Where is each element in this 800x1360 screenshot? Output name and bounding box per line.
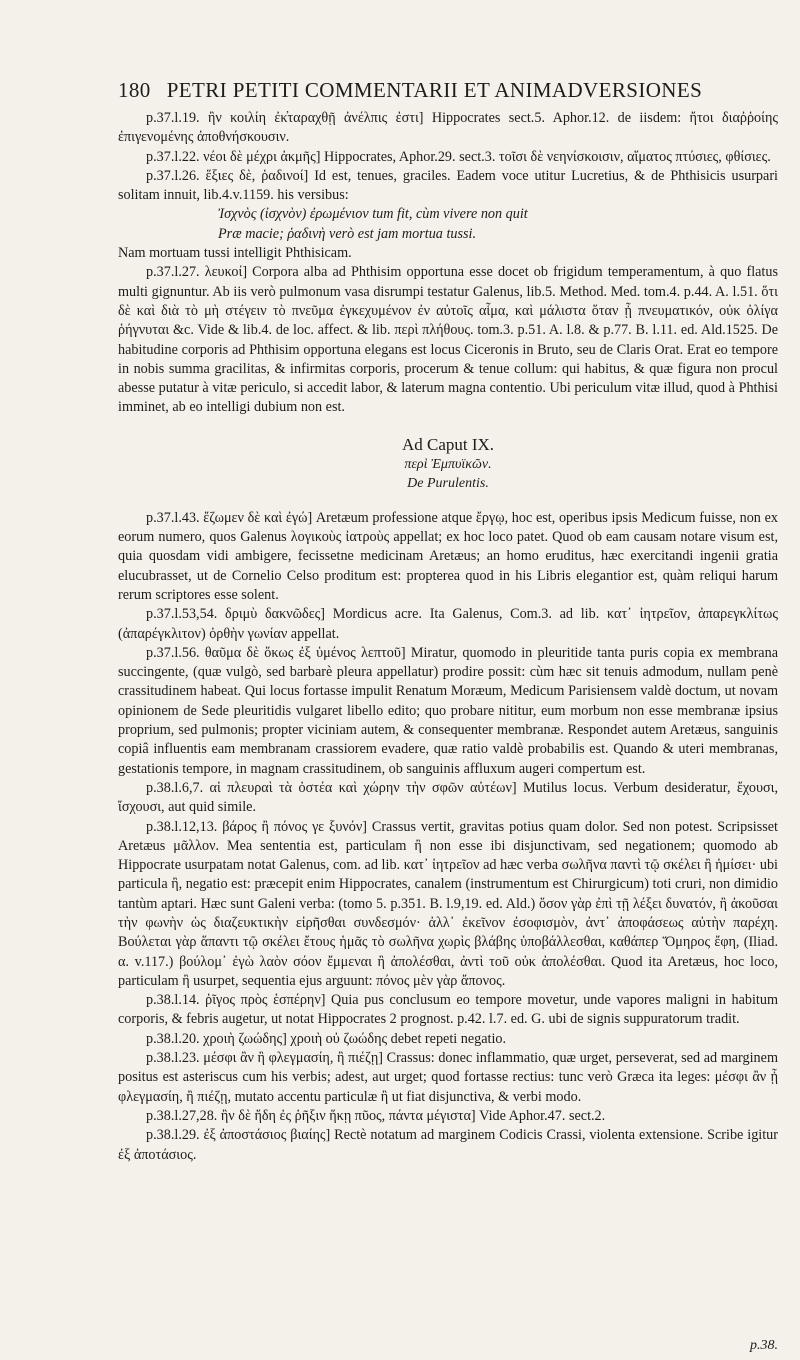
note-paragraph: p.37.l.22. νέοι δὲ μέχρι ἀκμῆς] Hippocrates, Aphor.29. sect.3. τοῖσι δὲ νεηνίσκοισιν, αἵματος πτύσιες, φθίσιες. <box>146 148 771 165</box>
body-text <box>118 109 778 1165</box>
note-paragraph: Nam mortuam tussi intelligit Phthisicam. <box>118 245 352 262</box>
catchword: p.38. <box>750 1338 778 1353</box>
note-paragraph: p.38.l.20. χροιὴ ζωώδης] χροιὴ οὐ ζωώδης debet repeti negatio. <box>146 1030 507 1047</box>
note-paragraph: p.38.l.6,7. αἱ πλευραὶ τὰ ὀστέα καὶ χώρην τὴν σφῶν αὐτέων] Mutilus locus. Verbum desideratur, ἔχουσι, ἴσχουσι, aut quid simile. <box>118 779 778 816</box>
note-paragraph: p.37.l.56. θαῦμα δὲ ὅκως ἐξ ὑμένος λεπτοῦ] Miratur, quomodo in pleuritide tanta puris copia ex membrana succingente, (quæ vulgò, sed barbarè pleura appellatur) prodire possit: cùm hæc sit tenuis admodum, nullam penè crassitudinem habeat. Qui locus fortasse impulit Renatum Moræum, Medicum Parisiensem valdè doctum, ut novam opinionem de Sede pleuritidis vulgaret libello edito; quo probare nititur, eum morbum non esse membranæ ipsius proprium, sed pulmonis; propter viciniam autem, & consequenter membranæ. Respondet autem Aretæus, sanguinis copiâ influentis eam membranam crassiorem evadere, quæ ratio valdè probabilis est. Quando & uteri membranas, gestationis tempore, in magnam crassitudinem, ob sanguinis affluxum augeri compertum est. <box>118 644 778 777</box>
running-head <box>118 78 778 103</box>
note-paragraph: p.38.l.14. ῥῖγος πρὸς ἑσπέρην] Quia pus conclusum eo tempore movetur, unde vapores maligni in habitum corporis, & febris augetur, ut notat Hippocrates 2 prognost. p.42. l.7. ed. G. ubi de signis suppuratorum tradit. <box>118 992 778 1028</box>
note-paragraph: p.37.l.26. ἕξιες δὲ, ῥαδινοί] Id est, tenues, graciles. Eadem voce utitur Lucretius, & de Phthisicis usurpari solitam innuit, lib.4.v.1159. his versibus: <box>118 167 778 204</box>
note-paragraph: p.38.l.29. ἐξ ἀποστάσιος βιαίης] Rectè notatum ad marginem Codicis Crassi, violenta extensione. Scribe igitur ἐξ ἀποτάσιος. <box>118 1127 778 1163</box>
note-paragraph: p.37.l.27. λευκοί] Corpora alba ad Phthisim opportuna esse docet ob frigidum temperamentum, à quo flatus multi gignuntur. Ab iis verò pulmonum vasa disrumpi testatur Galenus, lib.5. Method. Med. tom.4. p.44. A. l.51. ὅτι δὲ καὶ διὰ τὸ μὴ στέγειν τὸ πνεῦμα ἐγκεχυμένον ἐν αὐτοῖς αἷμα, καὶ μάλιστα ὅταν ᾖ πνευματικόν, οὐκ ὀλίγα ῥήγνυται &c. Vide & lib.4. de loc. affect. & lib. περὶ πλήθους. tom.3. p.51. A. l.8. & p.77. B. l.11. ed. Ald.1525. De habitudine corporis ad Phthisim opportuna elegans est locus Ciceronis in Bruto, seu de Claris Orat. Erat eo tempore in nobis summa gracilitas, & infirmitas corporis, procerum & tenue collum: qui habitus, & quæ figura non procul abesse putatur à vitæ periculo, si accedit labor, & laterum magna contentio. Ubi periculum vitæ illud, quod à Phthisi imminet, ab eo intelligi dubium non est. <box>118 264 778 416</box>
note-paragraph: p.38.l.23. μέσφι ἂν ἢ φλεγμασίη, ἢ πιέζῃ] Crassus: donec inflammatio, quæ urget, perseverat, sed ad marginem positus est asteriscus cum his verbis; adest, aut urget; quod fortasse rectius: tunc verò Græca ita leges: μέσφι ἂν ᾖ φλεγμασίη, ἢ πιέζῃ, mutato accentu particulæ ἢ ut fiat disjunctiva, & verbi modo. <box>118 1050 778 1105</box>
note-paragraph: p.38.l.27,28. ἢν δὲ ἤδη ἐς ῥῆξιν ἥκῃ πῦος, πάντα μέγιστα] Vide Aphor.47. sect.2. <box>146 1107 606 1124</box>
note-paragraph: p.37.l.19. ἢν κοιλίη ἐκ̓ταραχθῇ ἀνέλπις ἐστι] Hippocrates sect.5. Aphor.12. de iisdem: ἤτοι διαῤῥοίης ἐπιγενομένης ἀποθνήσκουσιν. <box>118 110 778 146</box>
note-paragraph: p.37.l.43. ἔζωμεν δὲ καὶ ἐγώ] Aretæum professione atque ἔργῳ, hoc est, operibus ipsis Medicum fuisse, non ex eorum numero, quos Galenus λογικοὺς ἰατροὺς appellat; ex hoc loco patet. Quod ob eam causam notare visum est, quia quosdam vidi ambigere, fecissetne medicinam Aretæus; an homo eruditus, hæc exercitandi ingenii gratia elucubrasset, ut de Cornelio Celso proditum est: propterea quod in his Libris elegantior est, quàm reliqui harum rerum scriptores esse solent. <box>118 509 778 603</box>
note-paragraph: p.37.l.53,54. δριμὺ δακνῶδες] Mordicus acre. Ita Galenus, Com.3. ad lib. κατ᾽ ἰητρεῖον, ἀπαρεγκλίτως (ἀπαρέγκλιτον) ὀρθὴν γωνίαν appellat. <box>118 606 778 642</box>
verse-line: Ἰσχνὸς (ἰσχνὸν) ἐρωμένιον tum fit, cùm vivere non quit <box>218 206 528 223</box>
page-number: 180 <box>118 78 151 102</box>
running-title: PETRI PETITI COMMENTARII ET ANIMADVERSIONES <box>166 78 703 102</box>
chapter-heading: Ad Caput IX. <box>401 434 495 454</box>
chapter-latin-subtitle: De Purulentis. <box>407 475 489 491</box>
chapter-greek-subtitle: περὶ Ἐμπυϊκῶν. <box>404 456 492 472</box>
verse-line: Præ macie; ῥαδινὴ verò est jam mortua tussi. <box>218 225 477 242</box>
note-paragraph: p.38.l.12,13. βάρος ἢ πόνος γε ξυνόν] Crassus vertit, gravitas potius quam dolor. Sed non potest. Scripsisset Aretæus μᾶλλον. Mea sententia est, particulam ἢ non esse ibi disjunctivam, sed negationem; quomodo ab Hippocrate usurpatam notat Galenus, com. ad lib. κατ᾽ ἰητρεῖον ad hæc verba σωλῆνα παντὶ τῷ σκέλει ἢ ἡμίσει· ubi particula ἢ, negatio est: præcepit enim Hippocrates, canalem (instrumentum est Chirurgicum) toti cruri, non dimidio tantùm aptari. Hæc sunt Galeni verba: (tomo 5. p.351. B. l.9,19. ed. Ald.) ὅσον γὰρ ἐπὶ τῇ λέξει δυνατόν, ἢ ἀκοῦσαι τὴν φωνὴν ὡς διαζευκτικὴν εἰρῆσθαι συνδεσμόν· ἀλλ᾽ ἐκεῖνον ἐσοφισμὸν, ἀντ᾽ ἀποφάσεως αὐτὴν παρέχη. Βούλεται γὰρ ἅπαντι τῷ σκέλει ἔτους ἡμᾶς τὸ σωλῆνα χωρὶς βλάβης ὑποβάλλεσθαι, καθάπερ Ὅμηρος ἔφη, (Iliad. α. v.117.) βούλομ᾽ ἐγὼ λαὸν σόον ἔμμεναι ἢ ἀπολέσθαι, ἀντὶ τοῦ οὐκ ἀπολέσθαι. Quod ita Aretæus, hoc loco, particulam ἢ usurpet, sequentia ejus arguunt: πόνος μὲν γὰρ ἄπονος. <box>118 818 778 989</box>
